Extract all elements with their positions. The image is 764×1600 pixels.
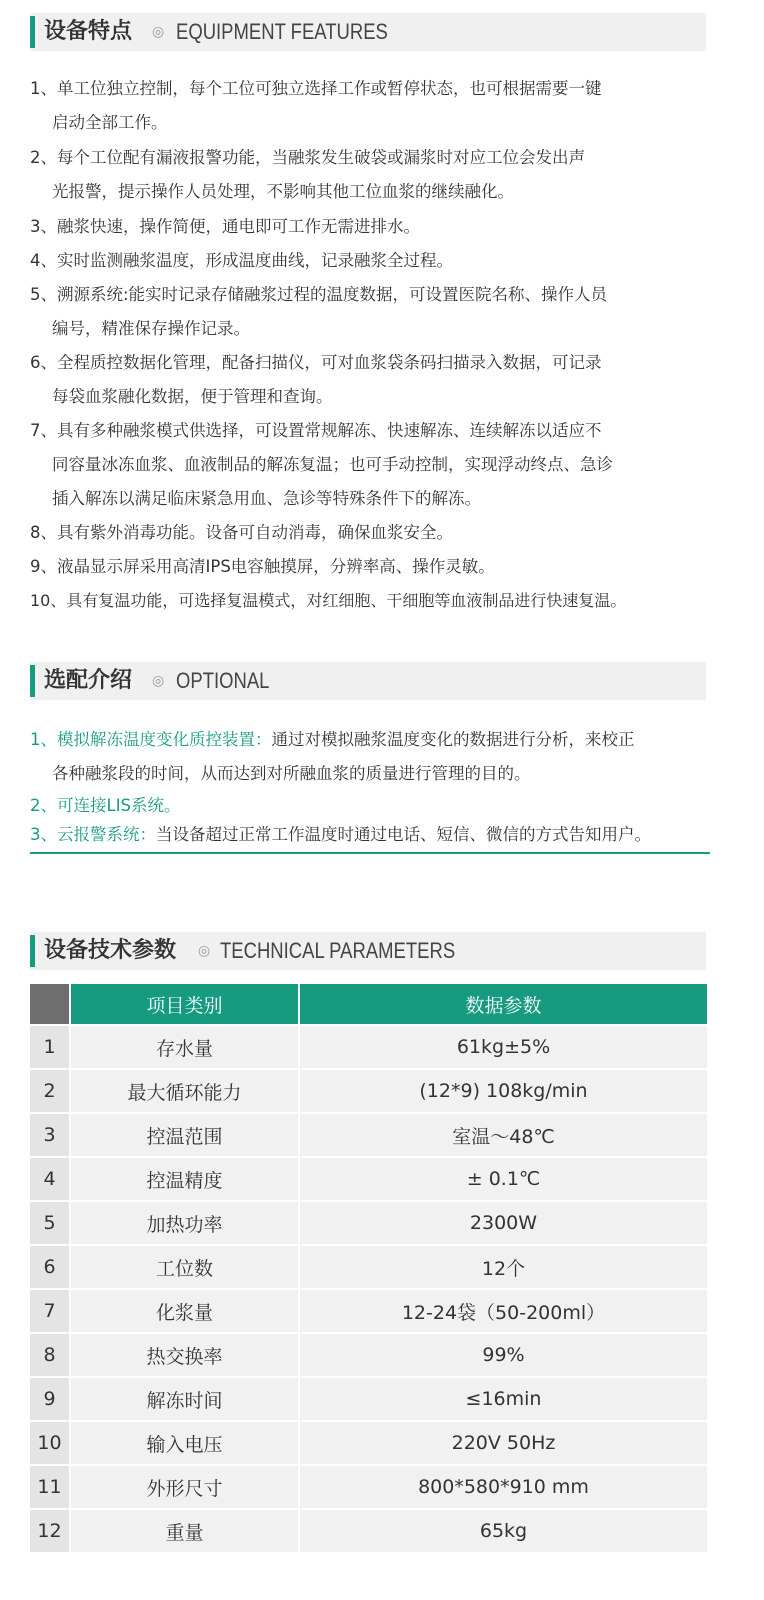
feature-item-7: 7、具有多种融浆模式供选择，可设置常规解冻、快速解冻、连续解冻以适应不 同容量冰冻血浆、血液制品的解冻复温；也可手动控制，实现浮动终点、急诊 插入解冻以满足临床紧急用血、急诊等特殊条件下的解冻。 — [30, 421, 613, 508]
row-number: 8 — [30, 1333, 70, 1377]
optional-title: 选配介绍 — [44, 668, 133, 693]
feature-item-5: 5、溯源系统:能实时记录存储融浆过程的温度数据，可设置医院名称、操作人员 编号，精准保存操作记录。 — [30, 285, 608, 338]
parameters-title: 设备技术参数 — [44, 938, 177, 963]
table-row — [30, 1333, 708, 1377]
row-number: 7 — [30, 1289, 70, 1333]
row-item: 加热功率 — [70, 1201, 299, 1245]
optional-item-1: 1、模拟解冻温度变化质控装置：通过对模拟融浆温度变化的数据进行分析，来校正 各种融浆段的时间，从而达到对所融血浆的质量进行管理的目的。 — [30, 730, 635, 783]
row-item: 存水量 — [70, 1025, 299, 1069]
row-value: 12个 — [299, 1245, 708, 1289]
row-number: 1 — [30, 1025, 70, 1069]
parameters-table — [30, 984, 709, 1554]
table-row — [30, 1069, 708, 1113]
table-row — [30, 1377, 708, 1421]
row-value: 65kg — [299, 1509, 708, 1553]
parameters-title-en: TECHNICAL PARAMETERS — [220, 938, 456, 963]
row-value: 99% — [299, 1333, 708, 1377]
row-number: 12 — [30, 1509, 70, 1553]
accent-bar — [30, 935, 35, 967]
circle-separator-icon: ◎ — [152, 673, 165, 689]
features-title-en: EQUIPMENT FEATURES — [176, 19, 388, 44]
row-value: ≤16min — [299, 1377, 708, 1421]
table-header-no — [30, 984, 70, 1025]
feature-item-3: 3、融浆快速，操作简便，通电即可工作无需进排水。 — [30, 217, 420, 236]
features-title: 设备特点 — [44, 19, 133, 44]
optional-title-en: OPTIONAL — [176, 668, 270, 693]
row-item: 热交换率 — [70, 1333, 299, 1377]
row-number: 10 — [30, 1421, 70, 1465]
row-number: 5 — [30, 1201, 70, 1245]
table-row — [30, 1509, 708, 1553]
row-value: (12*9) 108kg/min — [299, 1069, 708, 1113]
row-item: 最大循环能力 — [70, 1069, 299, 1113]
row-number: 3 — [30, 1113, 70, 1157]
feature-item-8: 8、具有紫外消毒功能。设备可自动消毒，确保血浆安全。 — [30, 523, 453, 542]
accent-bar — [30, 665, 35, 697]
accent-bar — [30, 16, 35, 48]
table-row — [30, 1465, 708, 1509]
row-value: 12-24袋（50-200ml） — [299, 1289, 708, 1333]
row-value: 室温～48℃ — [299, 1113, 708, 1157]
feature-item-9: 9、液晶显示屏采用高清IPS电容触摸屏，分辨率高、操作灵敏。 — [30, 557, 495, 576]
table-row — [30, 1245, 708, 1289]
circle-separator-icon: ◎ — [152, 24, 165, 40]
row-item: 控温精度 — [70, 1157, 299, 1201]
table-row — [30, 1025, 708, 1069]
row-value: 220V 50Hz — [299, 1421, 708, 1465]
feature-item-1: 1、单工位独立控制，每个工位可独立选择工作或暂停状态，也可根据需要一键 启动全部工作。 — [30, 79, 602, 132]
row-value: 800*580*910 mm — [299, 1465, 708, 1509]
row-number: 9 — [30, 1377, 70, 1421]
circle-separator-icon: ◎ — [198, 943, 211, 959]
row-item: 重量 — [70, 1509, 299, 1553]
parameters-section-header — [30, 932, 706, 970]
row-number: 4 — [30, 1157, 70, 1201]
row-value: 61kg±5% — [299, 1025, 708, 1069]
table-header-row — [30, 984, 708, 1025]
row-number: 6 — [30, 1245, 70, 1289]
feature-item-6: 6、全程质控数据化管理，配备扫描仪，可对血浆袋条码扫描录入数据，可记录 每袋血浆融化数据，便于管理和查询。 — [30, 353, 602, 406]
row-item: 外形尺寸 — [70, 1465, 299, 1509]
row-item: 输入电压 — [70, 1421, 299, 1465]
table-header-item: 项目类别 — [70, 984, 299, 1025]
table-row — [30, 1157, 708, 1201]
feature-item-2: 2、每个工位配有漏液报警功能，当融浆发生破袋或漏浆时对应工位会发出声 光报警，提示操作人员处理，不影响其他工位血浆的继续融化。 — [30, 148, 585, 201]
feature-item-4: 4、实时监测融浆温度，形成温度曲线，记录融浆全过程。 — [30, 251, 453, 270]
row-value: 2300W — [299, 1201, 708, 1245]
feature-item-10: 10、具有复温功能，可选择复温模式，对红细胞、干细胞等血液制品进行快速复温。 — [30, 591, 627, 610]
row-item: 控温范围 — [70, 1113, 299, 1157]
table-row — [30, 1421, 708, 1465]
row-item: 解冻时间 — [70, 1377, 299, 1421]
optional-section-header — [30, 662, 706, 700]
optional-divider — [30, 852, 710, 854]
features-section-header — [30, 13, 706, 51]
optional-item-3: 3、云报警系统：当设备超过正常工作温度时通过电话、短信、微信的方式告知用户。 — [30, 825, 651, 844]
row-number: 2 — [30, 1069, 70, 1113]
row-value: ± 0.1℃ — [299, 1157, 708, 1201]
optional-item-2: 2、可连接LIS系统。 — [30, 796, 181, 815]
table-row — [30, 1113, 708, 1157]
row-item: 化浆量 — [70, 1289, 299, 1333]
row-number: 11 — [30, 1465, 70, 1509]
table-header-value: 数据参数 — [299, 984, 708, 1025]
table-row — [30, 1201, 708, 1245]
table-row — [30, 1289, 708, 1333]
row-item: 工位数 — [70, 1245, 299, 1289]
